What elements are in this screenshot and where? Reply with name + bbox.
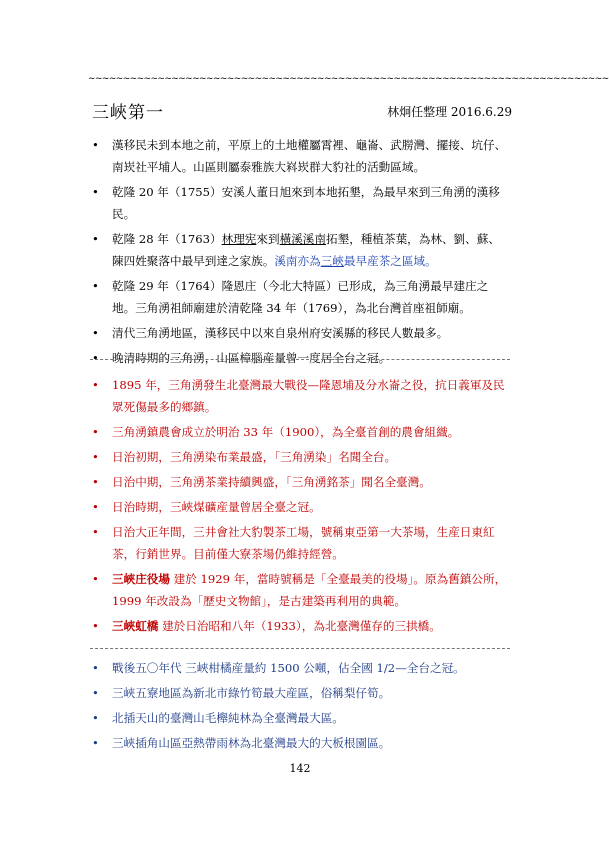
- list-item: • 三峽五寮地區為新北市綠竹筍最大産區，俗稱梨仔筍。: [92, 682, 510, 704]
- section-japanese-era: [92, 374, 510, 640]
- bullet-icon: •: [92, 450, 99, 464]
- bullet-icon: •: [92, 711, 99, 725]
- list-item: • 乾隆 29 年（1764）隆恩庄（今北大特區）已形成，為三角湧最早建庄之地。三角湧祖師廟建於清乾隆 34 年（1769），為北台灣首座祖師廟。: [92, 275, 510, 319]
- section-postwar: [92, 657, 510, 757]
- bullet-icon: •: [92, 351, 99, 365]
- section-divider: [90, 648, 510, 649]
- list-item: • 北插天山的臺灣山毛櫸純林為全臺灣最大區。: [92, 707, 510, 729]
- tilde-divider: ~~~~~~~~~~~~~~~~~~~~~~~~~~~~~~~~~~~~~~~~~~~~~~~~~~~~~~~~~~~~~~~~~~~~~~~~~~~: [88, 74, 609, 84]
- bullet-icon: •: [92, 500, 99, 514]
- list-item: • 晚清時期的三角湧，山區樟腦産量曾一度居全台之冠。: [92, 347, 510, 369]
- list-item: • 日治時期，三峽煤礦産量曾居全臺之冠。: [92, 496, 510, 518]
- bullet-icon: •: [92, 378, 99, 392]
- list-item: • 三角湧鎮農會成立於明治 33 年（1900），為全臺首創的農會組織。: [92, 421, 510, 443]
- list-item: • 1895 年，三角湧發生北臺灣最大戰役—隆恩埔及分水崙之役，抗日義軍及民眾死傷最多的鄉鎮。: [92, 374, 510, 418]
- list-item: • 日治中期，三角湧茶業持續興盛，「三角湧銘茶」聞名全臺灣。: [92, 471, 510, 493]
- section-divider: [90, 359, 510, 360]
- bullet-icon: •: [92, 619, 99, 633]
- list-item: • 日治大正年間，三井會社大豹製茶工場，號稱東亞第一大茶場，生産日東紅茶，行銷世界。目前僅大寮茶場仍維持經營。: [92, 521, 510, 565]
- bullet-icon: •: [92, 686, 99, 700]
- bullet-icon: •: [92, 138, 99, 152]
- bullet-icon: •: [92, 661, 99, 675]
- list-item: • 乾隆 28 年（1763）林理宪來到橫溪溪南拓墾，種植茶葉，為林、劉、蘇、陳四姓聚落中最早到達之家族。溪南亦為三峽最早産茶之區域。: [92, 228, 510, 272]
- section-early-history: [92, 134, 510, 372]
- bullet-icon: •: [92, 572, 99, 586]
- author-date: 林炯任整理 2016.6.29: [387, 105, 512, 119]
- bullet-icon: •: [92, 425, 99, 439]
- list-item: • 三峽插角山區亞熱帶雨林為北臺灣最大的大板根園區。: [92, 732, 510, 754]
- bullet-icon: •: [92, 279, 99, 293]
- bullet-icon: •: [92, 232, 99, 246]
- page-title: 三峽第一: [92, 103, 164, 123]
- list-item: • 漢移民未到本地之前，平原上的土地權屬霄裡、龜崙、武朥灣、擺接、坑仔、南崁社平埔人。山區則屬泰雅族大嵙崁群大豹社的活動區域。: [92, 134, 510, 178]
- list-item: • 清代三角湧地區，漢移民中以來自泉州府安溪縣的移民人數最多。: [92, 322, 510, 344]
- list-item: • 三峽庄役場 建於 1929 年，當時號稱是「全臺最美的役場」。原為舊鎮公所，1999 年改設為「歷史文物館」，是古建築再利用的典範。: [92, 568, 510, 612]
- page-number: 142: [289, 762, 311, 775]
- list-item: • 日治初期，三角湧染布業最盛，「三角湧染」名聞全台。: [92, 446, 510, 468]
- list-item: • 三峽虹橋 建於日治昭和八年（1933），為北臺灣僅存的三拱橋。: [92, 615, 510, 637]
- bullet-icon: •: [92, 525, 99, 539]
- bullet-icon: •: [92, 185, 99, 199]
- bullet-icon: •: [92, 326, 99, 340]
- list-item: • 乾隆 20 年（1755）安溪人董日旭來到本地拓墾，為最早來到三角湧的漢移民。: [92, 181, 510, 225]
- bullet-icon: •: [92, 736, 99, 750]
- bullet-icon: •: [92, 475, 99, 489]
- list-item: • 戰後五〇年代 三峽柑橘産量約 1500 公噸，佔全國 1/2—全台之冠。: [92, 657, 510, 679]
